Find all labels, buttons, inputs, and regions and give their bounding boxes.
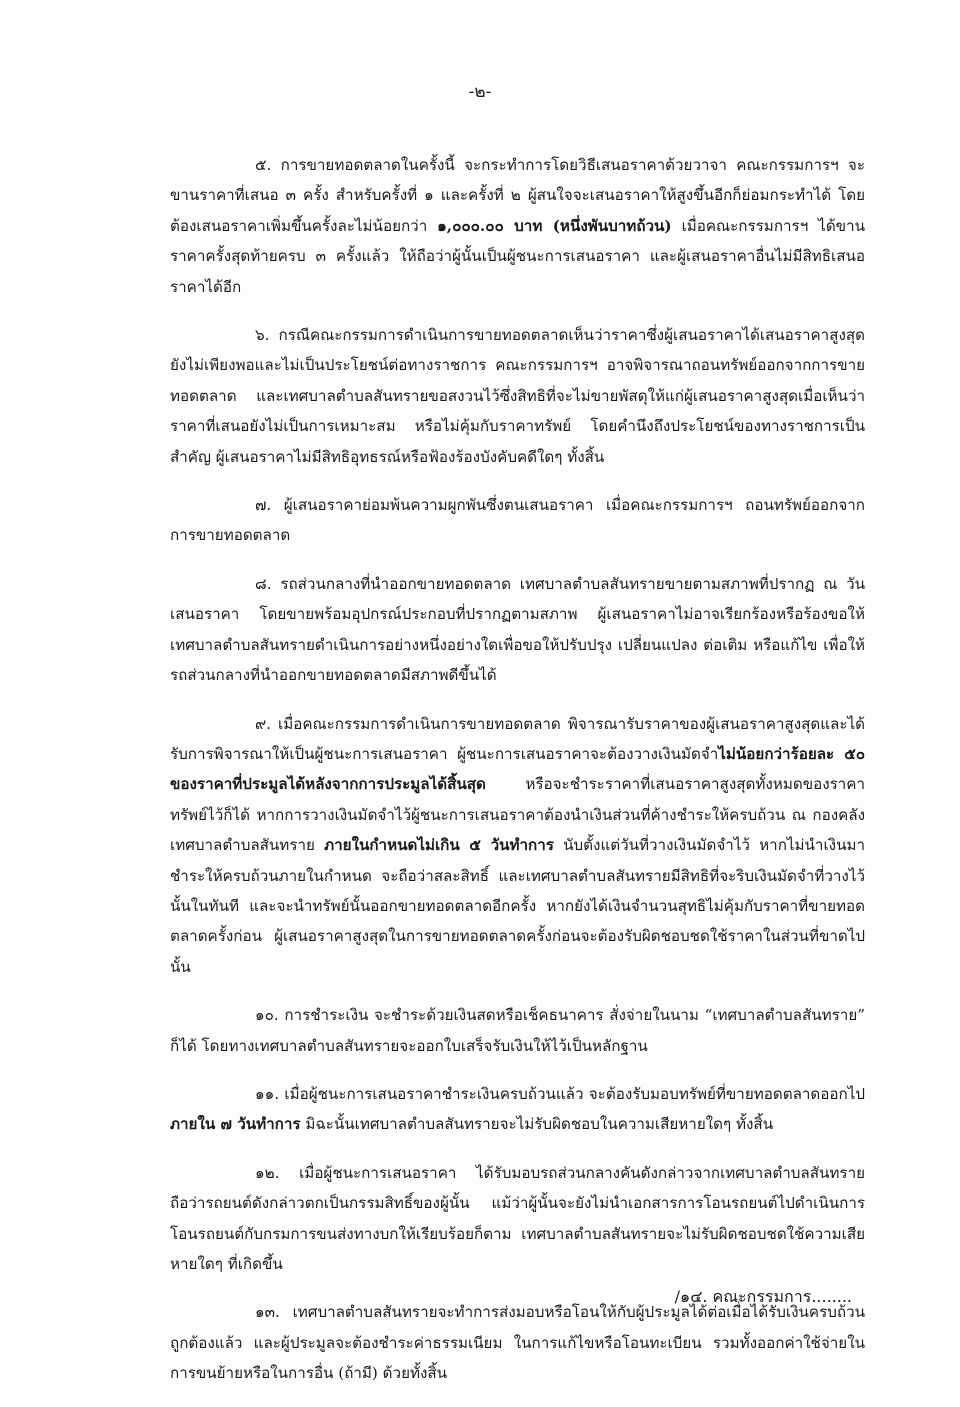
p12-text: ๑๒. เมื่อผู้ชนะการเสนอราคา ได้รับมอบรถส่วนกลางคันดังกล่าวจากเทศบาลตำบลสันทราย ถือว่ารถยนต์ดังกล่าวตกเป็นกรรมสิทธิ์ของผู้นั้น แม้ว่าผู้นั้นจะยังไม่นำเอกสารการโอนรถยนต์ไปดำเนินการโอนรถยนต์กับกรมการขนส่งทางบกให้เรียบร้อยก็ตาม เทศบาลตำบลสันทรายจะไม่รับผิดชอบชดใช้ความเสียหายใดๆ ที่เกิดขึ้น — [170, 1163, 865, 1273]
p9-bold-deadline: ภายในกำหนดไม่เกิน ๕ วันทำการ — [324, 836, 554, 855]
paragraph-5 — [170, 150, 865, 302]
p11-text-2: มิฉะนั้นเทศบาลตำบลสันทรายจะไม่รับผิดชอบในความเสียหายใดๆ ทั้งสิ้น — [300, 1115, 774, 1134]
p13-text: ๑๓. เทศบาลตำบลสันทรายจะทำการส่งมอบหรือโอนให้กับผู้ประมูลได้ต่อเมื่อได้รับเงินครบถ้วนถูกต้องแล้ว และผู้ประมูลจะต้องชำระค่าธรรมเนียม ในการแก้ไขหรือโอนทะเบียน รวมทั้งออกค่าใช้จ่ายในการขนย้ายหรือในการอื่น (ถ้ามี) ด้วยทั้งสิ้น — [170, 1303, 865, 1383]
paragraph-9 — [170, 709, 865, 983]
paragraph-10 — [170, 1000, 865, 1061]
page-number: -๒- — [468, 82, 492, 102]
paragraph-7 — [170, 490, 865, 551]
paragraph-13 — [170, 1297, 865, 1388]
document-body — [170, 150, 865, 1407]
paragraph-8 — [170, 569, 865, 691]
paragraph-12 — [170, 1158, 865, 1280]
p11-bold-deadline: ภายใน ๗ วันทำการ — [170, 1115, 301, 1134]
p5-bold-amount: ๑,๐๐๐.๐๐ บาท (หนึ่งพันบาทถ้วน) — [437, 216, 672, 235]
p8-text: ๘. รถส่วนกลางที่นำออกขายทอดตลาด เทศบาลตำบลสันทรายขายตามสภาพที่ปรากฏ ณ วันเสนอราคา โดยขายพร้อมอุปกรณ์ประกอบที่ปรากฏตามสภาพ ผู้เสนอราคาไม่อาจเรียกร้องหรือร้องขอให้เทศบาลตำบลสันทรายดำเนินการอย่างหนึ่งอย่างใดเพื่อขอให้ปรับปรุง เปลี่ยนแปลง ต่อเติม หรือแก้ไข เพื่อให้รถส่วนกลางที่นำออกขายทอดตลาดมีสภาพดีขึ้นได้ — [170, 574, 865, 685]
p5-text-2: เมื่อคณะกรรมการฯ ได้ขานราคาครั้งสุดท้ายครบ ๓ ครั้งแล้ว ให้ถือว่าผู้นั้นเป็นผู้ชนะการเสนอราคา และผู้เสนอราคาอื่นไม่มีสิทธิเสนอราคาได้อีก — [170, 216, 865, 296]
p6-text: ๖. กรณีคณะกรรมการดำเนินการขายทอดตลาดเห็นว่าราคาซึ่งผู้เสนอราคาได้เสนอราคาสูงสุดยังไม่เพียงพอและไม่เป็นประโยชน์ต่อทางราชการ คณะกรรมการฯ อาจพิจารณาถอนทรัพย์ออกจากการขายทอดตลาด และเทศบาลตำบลสันทรายขอสงวนไว้ซึ่งสิทธิที่จะไม่ขายพัสดุให้แก่ผู้เสนอราคาสูงสุดเมื่อเห็นว่าราคาที่เสนอยังไม่เป็นการเหมาะสม หรือไม่คุ้มกับราคาทรัพย์ โดยคำนึงถึงประโยชน์ของทางราชการเป็นสำคัญ ผู้เสนอราคาไม่มีสิทธิอุทธรณ์หรือฟ้องร้องบังคับคดีใดๆ ทั้งสิ้น — [170, 326, 865, 466]
p10-text: ๑๐. การชำระเงิน จะชำระด้วยเงินสดหรือเช็คธนาคาร สั่งจ่ายในนาม “เทศบาลตำบลสันทราย” ก็ได้ โดยทางเทศบาลตำบลสันทรายจะออกใบเสร็จรับเงินให้ไว้เป็นหลักฐาน — [170, 1006, 865, 1055]
p9-text-1: ๙. เมื่อคณะกรรมการดำเนินการขายทอดตลาด พิจารณารับราคาของผู้เสนอราคาสูงสุดและได้รับการพิจารณาให้เป็นผู้ชนะการเสนอราคา ผู้ชนะการเสนอราคาจะต้องวางเงินมัดจำ — [170, 714, 865, 763]
p9-text-2: หรือจะชำระราคาที่เสนอราคาสูงสุดทั้งหมดของราคาทรัพย์ไว้ก็ได้ หากการวางเงินมัดจำไว้ผู้ชนะการเสนอราคาต้องนำเงินส่วนที่ค้างชำระให้ครบถ้วน ณ กองคลัง เทศบาลตำบลสันทราย — [170, 775, 865, 855]
continuation-footer: /๑๔. คณะกรรมการ........ — [674, 1287, 852, 1306]
p7-text: ๗. ผู้เสนอราคาย่อมพ้นความผูกพันซึ่งตนเสนอราคา เมื่อคณะกรรมการฯ ถอนทรัพย์ออกจากการขายทอดตลาด — [170, 496, 865, 545]
p5-text-1: ๕. การขายทอดตลาดในครั้งนี้ จะกระทำการโดยวิธีเสนอราคาด้วยวาจา คณะกรรมการฯ จะขานราคาที่เสนอ ๓ ครั้ง สำหรับครั้งที่ ๑ และครั้งที่ ๒ ผู้สนใจจะเสนอราคาให้สูงขึ้นอีกก็ย่อมกระทำได้ โดยต้องเสนอราคาเพิ่มขึ้นครั้งละไม่น้อยกว่า — [170, 156, 865, 235]
p11-text-1: ๑๑. เมื่อผู้ชนะการเสนอราคาชำระเงินครบถ้วนแล้ว จะต้องรับมอบทรัพย์ที่ขายทอดตลาดออกไป — [255, 1084, 865, 1103]
paragraph-6 — [170, 320, 865, 472]
p9-bold-deposit: ไม่น้อยกว่าร้อยละ ๕๐ ของราคาที่ประมูลได้หลังจากการประมูลได้สิ้นสุด — [170, 744, 866, 794]
p9-text-3: นับตั้งแต่วันที่วางเงินมัดจำไว้ หากไม่นำเงินมาชำระให้ครบถ้วนภายในกำหนด จะถือว่าสละสิทธิ์ และเทศบาลตำบลสันทรายมีสิทธิที่จะริบเงินมัดจำที่วางไว้นั้นในทันที และจะนำทรัพย์นั้นออกขายทอดตลาดอีกครั้ง หากยังได้เงินจำนวนสุทธิไม่คุ้มกับราคาที่ขายทอดตลาดครั้งก่อน ผู้เสนอราคาสูงสุดในการขายทอดตลาดครั้งก่อนจะต้องรับผิดชอบชดใช้ราคาในส่วนที่ขาดไปนั้น — [170, 836, 865, 976]
paragraph-11 — [170, 1079, 865, 1140]
